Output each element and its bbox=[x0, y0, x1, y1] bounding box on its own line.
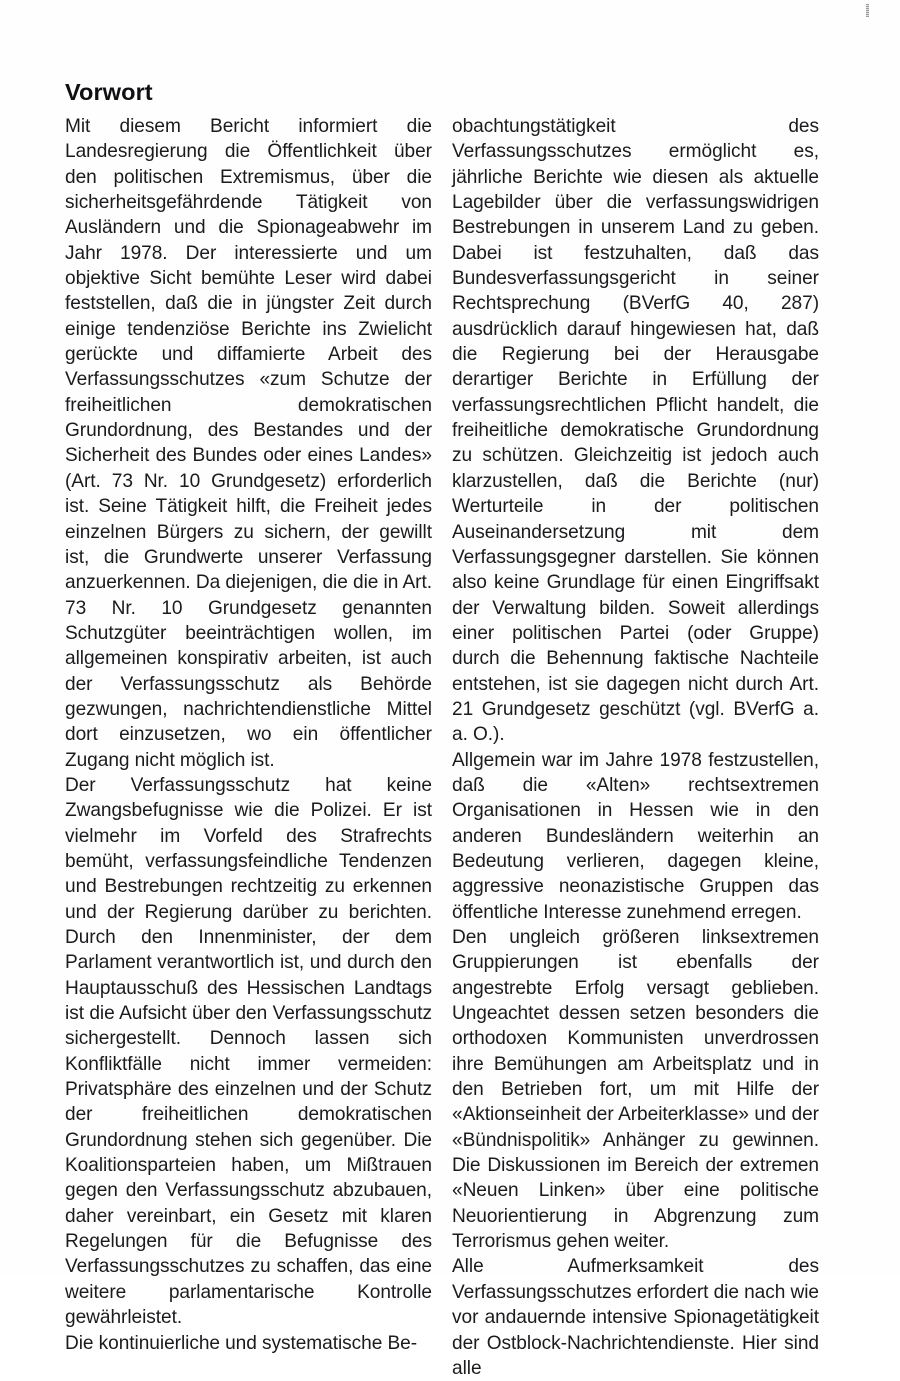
paragraph: Allgemein war im Jahre 1978 festzustellen, daß die «Alten» rechtsextremen Organisationen in Hessen wie in den anderen Bundesländern weiterhin an Bedeutung verlieren, dagegen kleine, aggressive neonazistische Gruppen das öffentliche Interesse zunehmend erregen. bbox=[452, 749, 819, 923]
right-column bbox=[452, 114, 819, 1381]
left-column bbox=[65, 114, 432, 1381]
paragraph: obachtungstätigkeit des Verfassungsschutzes ermöglicht es, jährliche Berichte wie diesen als aktuelle Lagebilder über die verfassungswidrigen Bestrebungen in unserem Land zu geben. Dabei ist festzuhalten, daß das Bundesverfassungsgericht in seiner Rechtsprechung (BVerfG 40, 287) ausdrücklich darauf hingewiesen hat, daß die Regierung bei der Herausgabe derartiger Berichte in Erfüllung der verfassungsrechtlichen Pflicht handelt, die freiheitliche demokratische Grundordnung zu schützen. Gleichzeitig ist jedoch auch klarzustellen, daß die Berichte (nur) Werturteile in der politischen Auseinandersetzung mit dem Verfassungsgegner darstellen. Sie können also keine Grundlage für einen Eingriffsakt der Verwaltung bilden. Soweit allerdings einer politischen Partei (oder Gruppe) durch die Behennung faktische Nachteile entstehen, ist sie dagegen nicht durch Art. 21 Grundgesetz geschützt (vgl. BVerfG a. a. O.). bbox=[452, 116, 819, 746]
paragraph: Der Verfassungsschutz hat keine Zwangsbefugnisse wie die Polizei. Er ist vielmehr im Vorfeld des Strafrechts bemüht, verfassungsfeindliche Tendenzen und Bestrebungen rechtzeitig zu erkennen und der Regierung darüber zu berichten. Durch den Innenminister, der dem Parlament verantwortlich ist, und durch den Hauptausschuß des Hessischen Landtags ist die Aufsicht über den Verfassungsschutz sichergestellt. Dennoch lassen sich Konfliktfälle nicht immer vermeiden: Privatsphäre des einzelnen und der Schutz der freiheitlichen demokratischen Grundordnung stehen sich gegenüber. Die Koalitionsparteien haben, um Mißtrauen gegen den Verfassungsschutz abzubauen, daher vereinbart, ein Gesetz mit klaren Regelungen für die Befugnisse des Verfassungsschutzes zu schaffen, das eine weitere parlamentarische Kontrolle gewährleistet. bbox=[65, 774, 432, 1329]
paragraph: Die kontinuierliche und systematische Be- bbox=[65, 1332, 418, 1354]
paragraph: Alle Aufmerksamkeit des Verfassungsschutzes erfordert die nach wie vor andauernde intensive Spionagetätigkeit der Ostblock-Nachrichtendienste. Hier sind alle bbox=[452, 1256, 819, 1379]
paragraph: Mit diesem Bericht informiert die Landesregierung die Öffentlichkeit über den politischen Extremismus, über die sicherheitsgefährdende Tätigkeit von Ausländern und die Spionageabwehr im Jahr 1978. Der interessierte und um objektive Sicht bemühte Leser wird dabei feststellen, daß die in jüngster Zeit durch einige tendenziöse Berichte ins Zwielicht gerückte und diffamierte Arbeit des Verfassungsschutzes «zum Schutze der freiheitlichen demokratischen Grundordnung, des Bestandes und der Sicherheit des Bundes oder eines Landes» (Art. 73 Nr. 10 Grundgesetz) erforderlich ist. Seine Tätigkeit hilft, die Freiheit jedes einzelnen Bürgers zu sichern, der gewillt ist, die Grundwerte unserer Verfassung anzuerkennen. Da diejenigen, die die in Art. 73 Nr. 10 Grundgesetz genannten Schutzgüter beeinträchtigen wollen, im allgemeinen konspirativ arbeiten, ist auch der Verfassungsschutz als Behörde gezwungen, nachrichtendienstliche Mittel dort einzusetzen, wo ein öffentlicher Zugang nicht möglich ist. bbox=[65, 116, 432, 771]
page-title: Vorwort bbox=[65, 78, 153, 105]
two-column-body bbox=[65, 114, 839, 1381]
scan-artifact-mark bbox=[866, 4, 869, 17]
paragraph: Den ungleich größeren linksextremen Gruppierungen ist ebenfalls der angestrebte Erfolg versagt geblieben. Ungeachtet dessen setzen besonders die orthodoxen Kommunisten unverdrossen ihre Bemühungen am Arbeitsplatz und in den Betrieben fort, um mit Hilfe der «Aktionseinheit der Arbeiterklasse» und der «Bündnispolitik» Anhänger zu gewinnen. Die Diskussionen im Bereich der extremen «Neuen Linken» über eine politische Neuorientierung in Abgrenzung zum Terrorismus gehen weiter. bbox=[452, 927, 819, 1253]
